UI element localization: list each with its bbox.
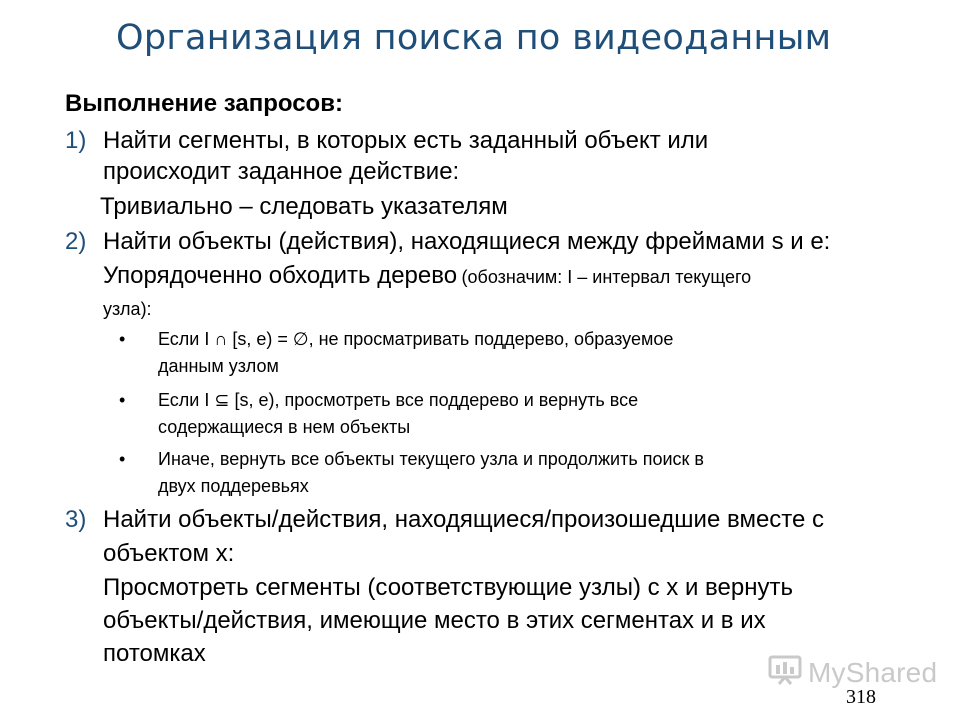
slide-title: Организация поиска по видеоданным [116,18,832,58]
bullet-2-text-b: [s, e), просмотреть все поддерево и вернуть все [234,390,639,410]
empty-set-symbol: ∅ [292,329,309,349]
bullet-1-text-b: [s, e) = [232,329,288,349]
item-3-subtext-line-2: объекты/действия, имеющие место в этих сегментах и в их [103,607,766,634]
bullet-2-dot: • [119,390,126,410]
bullet-1-line-1 [158,329,673,350]
bullet-1-dot: • [119,329,126,349]
item-2-subtext-note: (обозначим: I – интервал текущего [461,267,752,287]
item-3-line-1: Найти объекты/действия, находящиеся/произошедшие вместе с [103,506,825,533]
item-1-line-1: Найти сегменты, в которых есть заданный объект или [103,127,709,154]
bullet-3-dot: • [119,449,126,469]
bullet-1-text-c: , не просматривать поддерево, образуемое [308,329,674,349]
item-3-subtext-line-3: потомках [103,640,206,667]
intersection-symbol: ∩ [214,329,228,349]
item-3-number: 3) [65,506,87,533]
item-1-subtext: Тривиально – следовать указателям [100,193,508,220]
watermark-text: MyShared [808,656,938,688]
item-1-line-2: происходит заданное действие: [103,158,460,185]
bullet-2-text-a: Если I [158,390,210,410]
item-3-line-2: объектом x: [103,540,235,567]
bullet-2-line-1 [158,390,638,411]
item-3-subtext-line-1: Просмотреть сегменты (соответствующие узлы) с x и вернуть [103,574,793,601]
presentation-logo-icon [768,655,802,690]
bullet-1-text-a: Если I [158,329,210,349]
item-2-line-1: Найти объекты (действия), находящиеся между фреймами s и e: [103,228,831,255]
item-2-subtext-line-2: узла): [103,299,152,319]
bullet-3-line-1: Иначе, вернуть все объекты текущего узла и продолжить поиск в [158,449,704,469]
item-2-subtext-main: Упорядоченно обходить дерево [103,262,458,289]
item-2-subtext [103,262,751,290]
watermark [768,655,937,690]
bullet-1-line-2: данным узлом [158,356,279,376]
page-number: 318 [846,686,876,708]
item-2-number: 2) [65,228,87,255]
item-1-number: 1) [65,127,87,154]
bullet-3-line-2: двух поддеревьях [158,476,309,496]
subset-symbol: ⊆ [214,390,230,410]
section-heading: Выполнение запросов: [65,90,343,117]
bullet-2-line-2: содержащиеся в нем объекты [158,417,411,437]
